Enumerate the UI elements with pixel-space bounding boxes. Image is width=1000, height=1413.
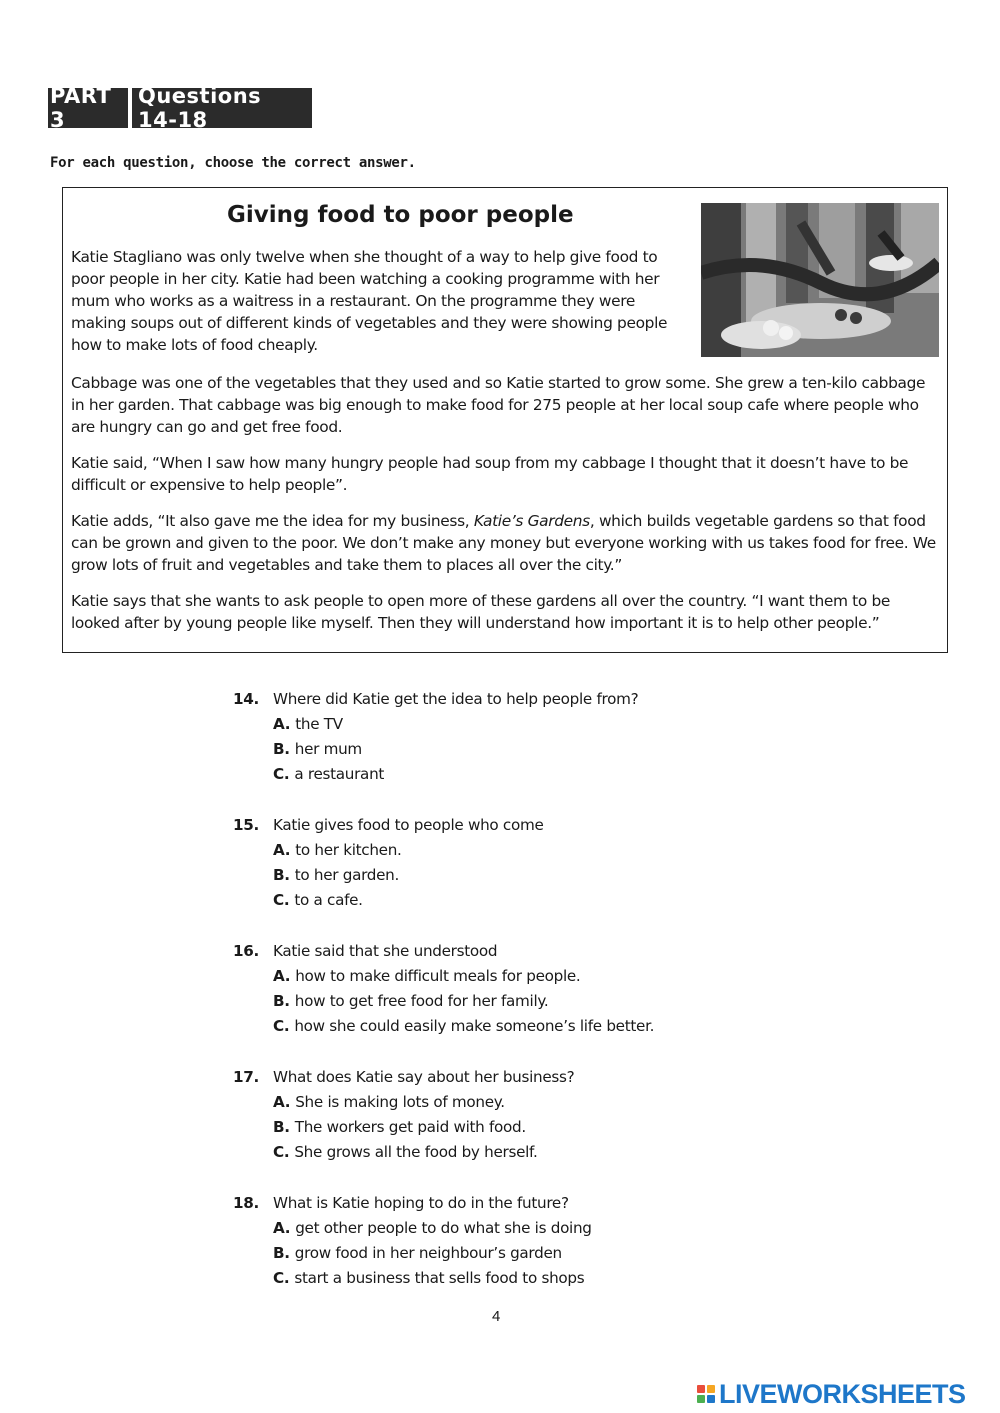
option-letter: B. bbox=[273, 1243, 290, 1262]
option-text: how to get free food for her family. bbox=[294, 991, 549, 1010]
option-17a[interactable] bbox=[233, 1089, 793, 1114]
option-18b[interactable] bbox=[233, 1240, 793, 1265]
option-17b[interactable] bbox=[233, 1114, 793, 1139]
option-17c[interactable] bbox=[233, 1139, 793, 1164]
option-text: how to make difficult meals for people. bbox=[295, 966, 581, 985]
paragraph-3: Katie said, “When I saw how many hungry people had soup from my cabbage I thought that it doesn’t have to be difficult or expensive to help people”. bbox=[71, 454, 909, 494]
logo-text: LIVEWORKSHEETS bbox=[719, 1378, 966, 1409]
logo-square-green bbox=[697, 1395, 705, 1403]
option-letter: C. bbox=[273, 764, 290, 783]
option-letter: B. bbox=[273, 865, 290, 884]
paragraph-4-start: Katie adds, “It also gave me the idea for my business, bbox=[71, 512, 474, 530]
option-text: The workers get paid with food. bbox=[294, 1117, 526, 1136]
option-text: her mum bbox=[294, 739, 362, 758]
option-letter: C. bbox=[273, 890, 290, 909]
option-text: to her kitchen. bbox=[295, 840, 402, 859]
option-letter: A. bbox=[273, 1218, 291, 1237]
question-list bbox=[233, 686, 793, 1316]
option-14b[interactable] bbox=[233, 736, 793, 761]
option-14a[interactable] bbox=[233, 711, 793, 736]
option-text: to a cafe. bbox=[294, 890, 363, 909]
page-number: 4 bbox=[492, 1308, 501, 1325]
option-16b[interactable] bbox=[233, 988, 793, 1013]
option-letter: B. bbox=[273, 739, 290, 758]
option-text: the TV bbox=[295, 714, 343, 733]
question-18 bbox=[233, 1190, 793, 1290]
question-number: 18. bbox=[233, 1193, 260, 1212]
option-letter: C. bbox=[273, 1268, 290, 1287]
question-text: What does Katie say about her business? bbox=[273, 1067, 575, 1086]
logo-square-blue bbox=[707, 1395, 715, 1403]
option-15b[interactable] bbox=[233, 862, 793, 887]
option-text: to her garden. bbox=[294, 865, 400, 884]
logo-square-orange bbox=[707, 1385, 715, 1393]
option-text: grow food in her neighbour’s garden bbox=[294, 1243, 562, 1262]
question-17 bbox=[233, 1064, 793, 1164]
part-header bbox=[48, 84, 312, 132]
option-letter: B. bbox=[273, 991, 290, 1010]
question-text: What is Katie hoping to do in the future? bbox=[273, 1193, 569, 1212]
option-text: start a business that sells food to shops bbox=[294, 1268, 585, 1287]
question-number: 14. bbox=[233, 689, 260, 708]
option-text: She is making lots of money. bbox=[295, 1092, 505, 1111]
option-16a[interactable] bbox=[233, 963, 793, 988]
question-number: 16. bbox=[233, 941, 260, 960]
photo-illustration bbox=[701, 203, 939, 357]
instruction: For each question, choose the correct answer. bbox=[50, 155, 416, 171]
questions-range: Questions 14-18 bbox=[132, 88, 312, 128]
question-text: Katie said that she understood bbox=[273, 941, 498, 960]
option-18c[interactable] bbox=[233, 1265, 793, 1290]
part-label: PART 3 bbox=[48, 88, 128, 128]
article-title: Giving food to poor people bbox=[227, 202, 574, 228]
option-text: She grows all the food by herself. bbox=[294, 1142, 538, 1161]
business-name: Katie’s Gardens bbox=[473, 512, 590, 530]
option-letter: A. bbox=[273, 714, 291, 733]
question-number: 17. bbox=[233, 1067, 260, 1086]
option-18a[interactable] bbox=[233, 1215, 793, 1240]
option-16c[interactable] bbox=[233, 1013, 793, 1038]
option-14c[interactable] bbox=[233, 761, 793, 786]
liveworksheets-logo[interactable] bbox=[697, 1379, 966, 1409]
logo-grid-icon bbox=[697, 1385, 715, 1403]
question-text: Katie gives food to people who come bbox=[273, 815, 544, 834]
logo-square-red bbox=[697, 1385, 705, 1393]
article-box bbox=[62, 187, 948, 653]
question-14 bbox=[233, 686, 793, 786]
option-text: a restaurant bbox=[294, 764, 385, 783]
option-letter: A. bbox=[273, 840, 291, 859]
question-15 bbox=[233, 812, 793, 912]
question-16 bbox=[233, 938, 793, 1038]
option-letter: B. bbox=[273, 1117, 290, 1136]
option-15c[interactable] bbox=[233, 887, 793, 912]
option-15a[interactable] bbox=[233, 837, 793, 862]
option-letter: A. bbox=[273, 966, 291, 985]
paragraph-4-end: , which builds vegetable gardens so that food can be grown and given to the poor. We don’t make any money but everyone working with us takes food for free. We grow lots of fruit and vegetables and take them to places all over the city.” bbox=[71, 512, 936, 574]
paragraph-5: Katie says that she wants to ask people to open more of these gardens all over the country. “I want them to be looked after by young people like myself. Then they will understand how important it is to help other people.” bbox=[71, 592, 890, 632]
paragraph-4 bbox=[71, 510, 943, 576]
question-number: 15. bbox=[233, 815, 260, 834]
paragraph-1: Katie Stagliano was only twelve when she thought of a way to help give food to poor people in her city. Katie had been watching a cooking programme with her mum who works as a waitress in a restaurant. On the programme they were making soups out of different kinds of vegetables and they were showing people how to make lots of food cheaply. bbox=[71, 248, 668, 354]
option-letter: C. bbox=[273, 1016, 290, 1035]
option-text: how she could easily make someone’s life better. bbox=[294, 1016, 655, 1035]
paragraph-2: Cabbage was one of the vegetables that they used and so Katie started to grow some. She grew a ten-kilo cabbage in her garden. That cabbage was big enough to make food for 275 people at her local soup cafe where people who are hungry can go and get free food. bbox=[71, 374, 926, 436]
photo-people-serving-food bbox=[701, 203, 939, 357]
option-letter: C. bbox=[273, 1142, 290, 1161]
question-text: Where did Katie get the idea to help people from? bbox=[273, 689, 639, 708]
option-letter: A. bbox=[273, 1092, 291, 1111]
option-text: get other people to do what she is doing bbox=[295, 1218, 592, 1237]
